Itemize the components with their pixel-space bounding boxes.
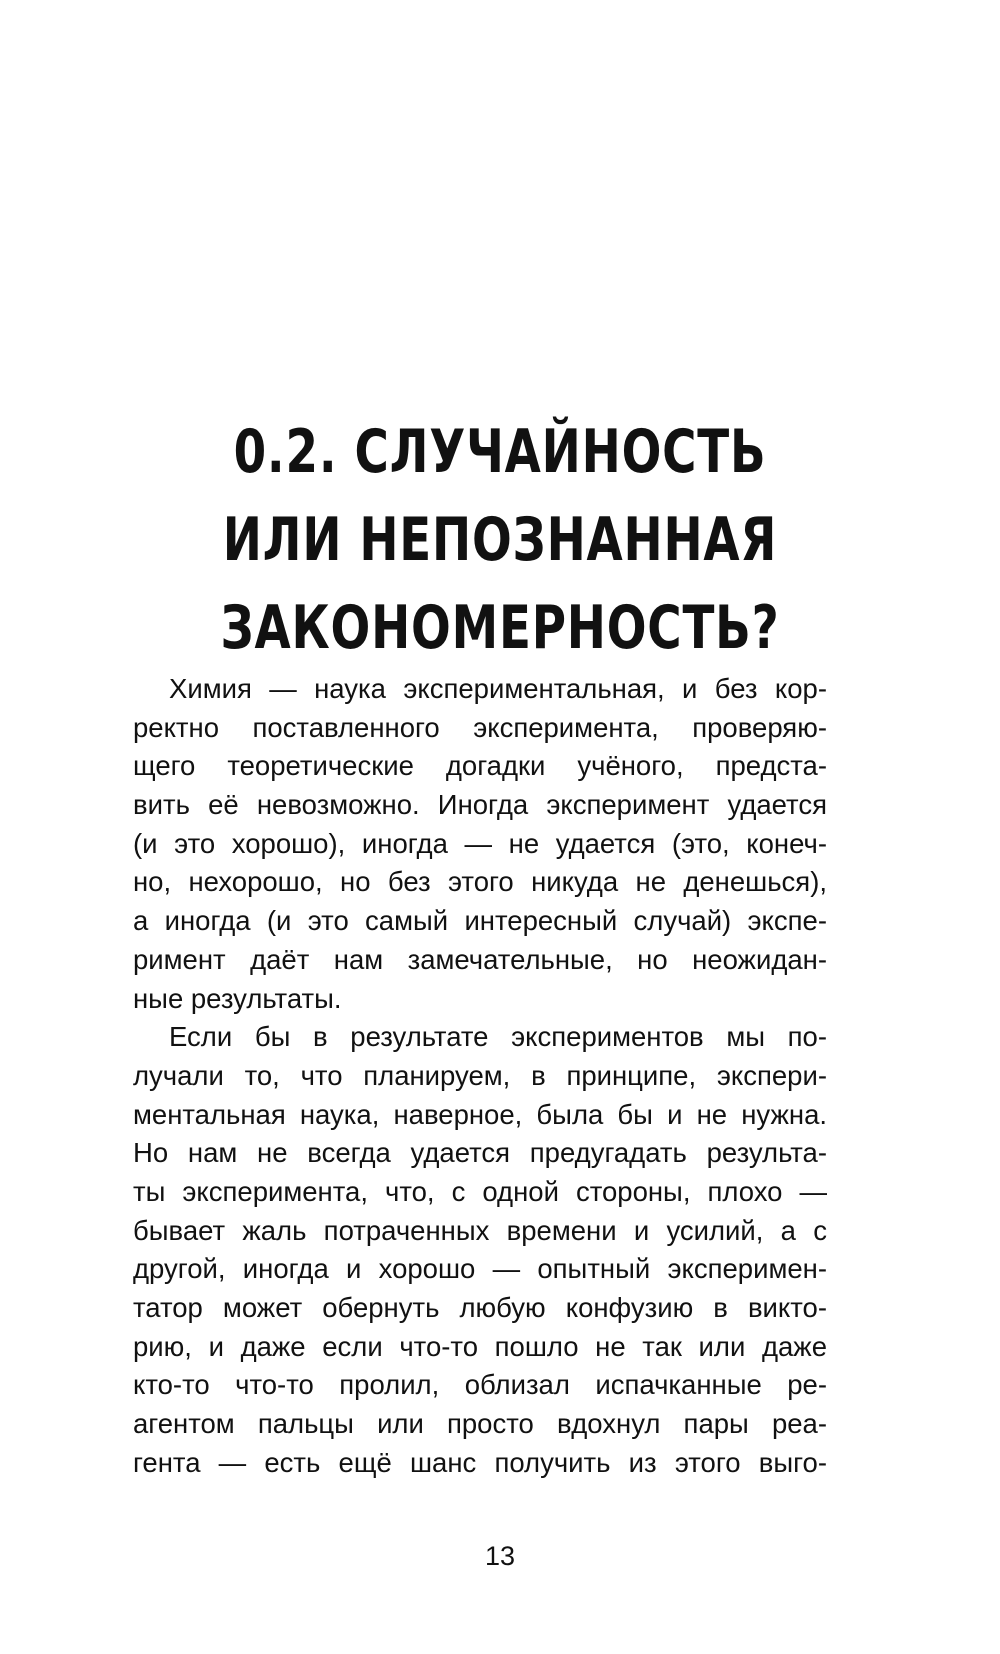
- text-line: ментальная наука, наверное, была бы и не нужна.: [133, 1098, 827, 1130]
- text-line: а иногда (и это самый интересный случай) экспе-: [133, 905, 827, 937]
- text-line: рию, и даже если что-то пошло не так или даже: [133, 1330, 827, 1362]
- chapter-title-line-3: ЗАКОНОМЕРНОСТЬ?: [220, 593, 780, 663]
- chapter-title-line-1: 0.2. СЛУЧАЙНОСТЬ: [233, 417, 767, 487]
- text-line: Если бы в результате экспериментов мы по-: [169, 1021, 827, 1053]
- text-line: но, нехорошо, но без этого никуда не денешься),: [133, 866, 827, 898]
- text-line: ректно поставленного эксперимента, проверяю-: [133, 711, 827, 743]
- text-line: другой, иногда и хорошо — опытный эксперимен-: [133, 1253, 827, 1285]
- text-line: лучали то, что планируем, в принципе, экспери-: [133, 1059, 827, 1091]
- text-line: римент даёт нам замечательные, но неожидан-: [133, 943, 827, 975]
- text-line: ные результаты.: [133, 982, 342, 1014]
- text-line: Но нам не всегда удается предугадать результа-: [133, 1137, 827, 1169]
- text-line: гента — есть ещё шанс получить из этого выго-: [133, 1446, 827, 1478]
- text-line: ты эксперимента, что, с одной стороны, плохо —: [133, 1175, 827, 1207]
- text-line: кто-то что-то пролил, облизал испачканные ре-: [133, 1369, 827, 1401]
- text-line: Химия — наука экспериментальная, и без кор-: [169, 673, 827, 704]
- paragraph-1: [133, 670, 827, 1018]
- text-line: щего теоретические догадки учёного, предста-: [133, 750, 827, 782]
- chapter-title: [110, 408, 890, 672]
- text-line: татор может обернуть любую конфузию в викто-: [133, 1292, 827, 1323]
- text-line: агентом пальцы или просто вдохнул пары реа-: [133, 1408, 827, 1440]
- body-text: [133, 670, 827, 1482]
- paragraph-2: [133, 1018, 827, 1482]
- page-number: 13: [484, 1541, 516, 1571]
- chapter-title-line-2: ИЛИ НЕПОЗНАННАЯ: [222, 505, 778, 575]
- text-line: бывает жаль потраченных времени и усилий, а с: [133, 1214, 827, 1246]
- text-line: (и это хорошо), иногда — не удается (это, конеч-: [133, 827, 827, 859]
- text-line: вить её невозможно. Иногда эксперимент удается: [133, 789, 827, 821]
